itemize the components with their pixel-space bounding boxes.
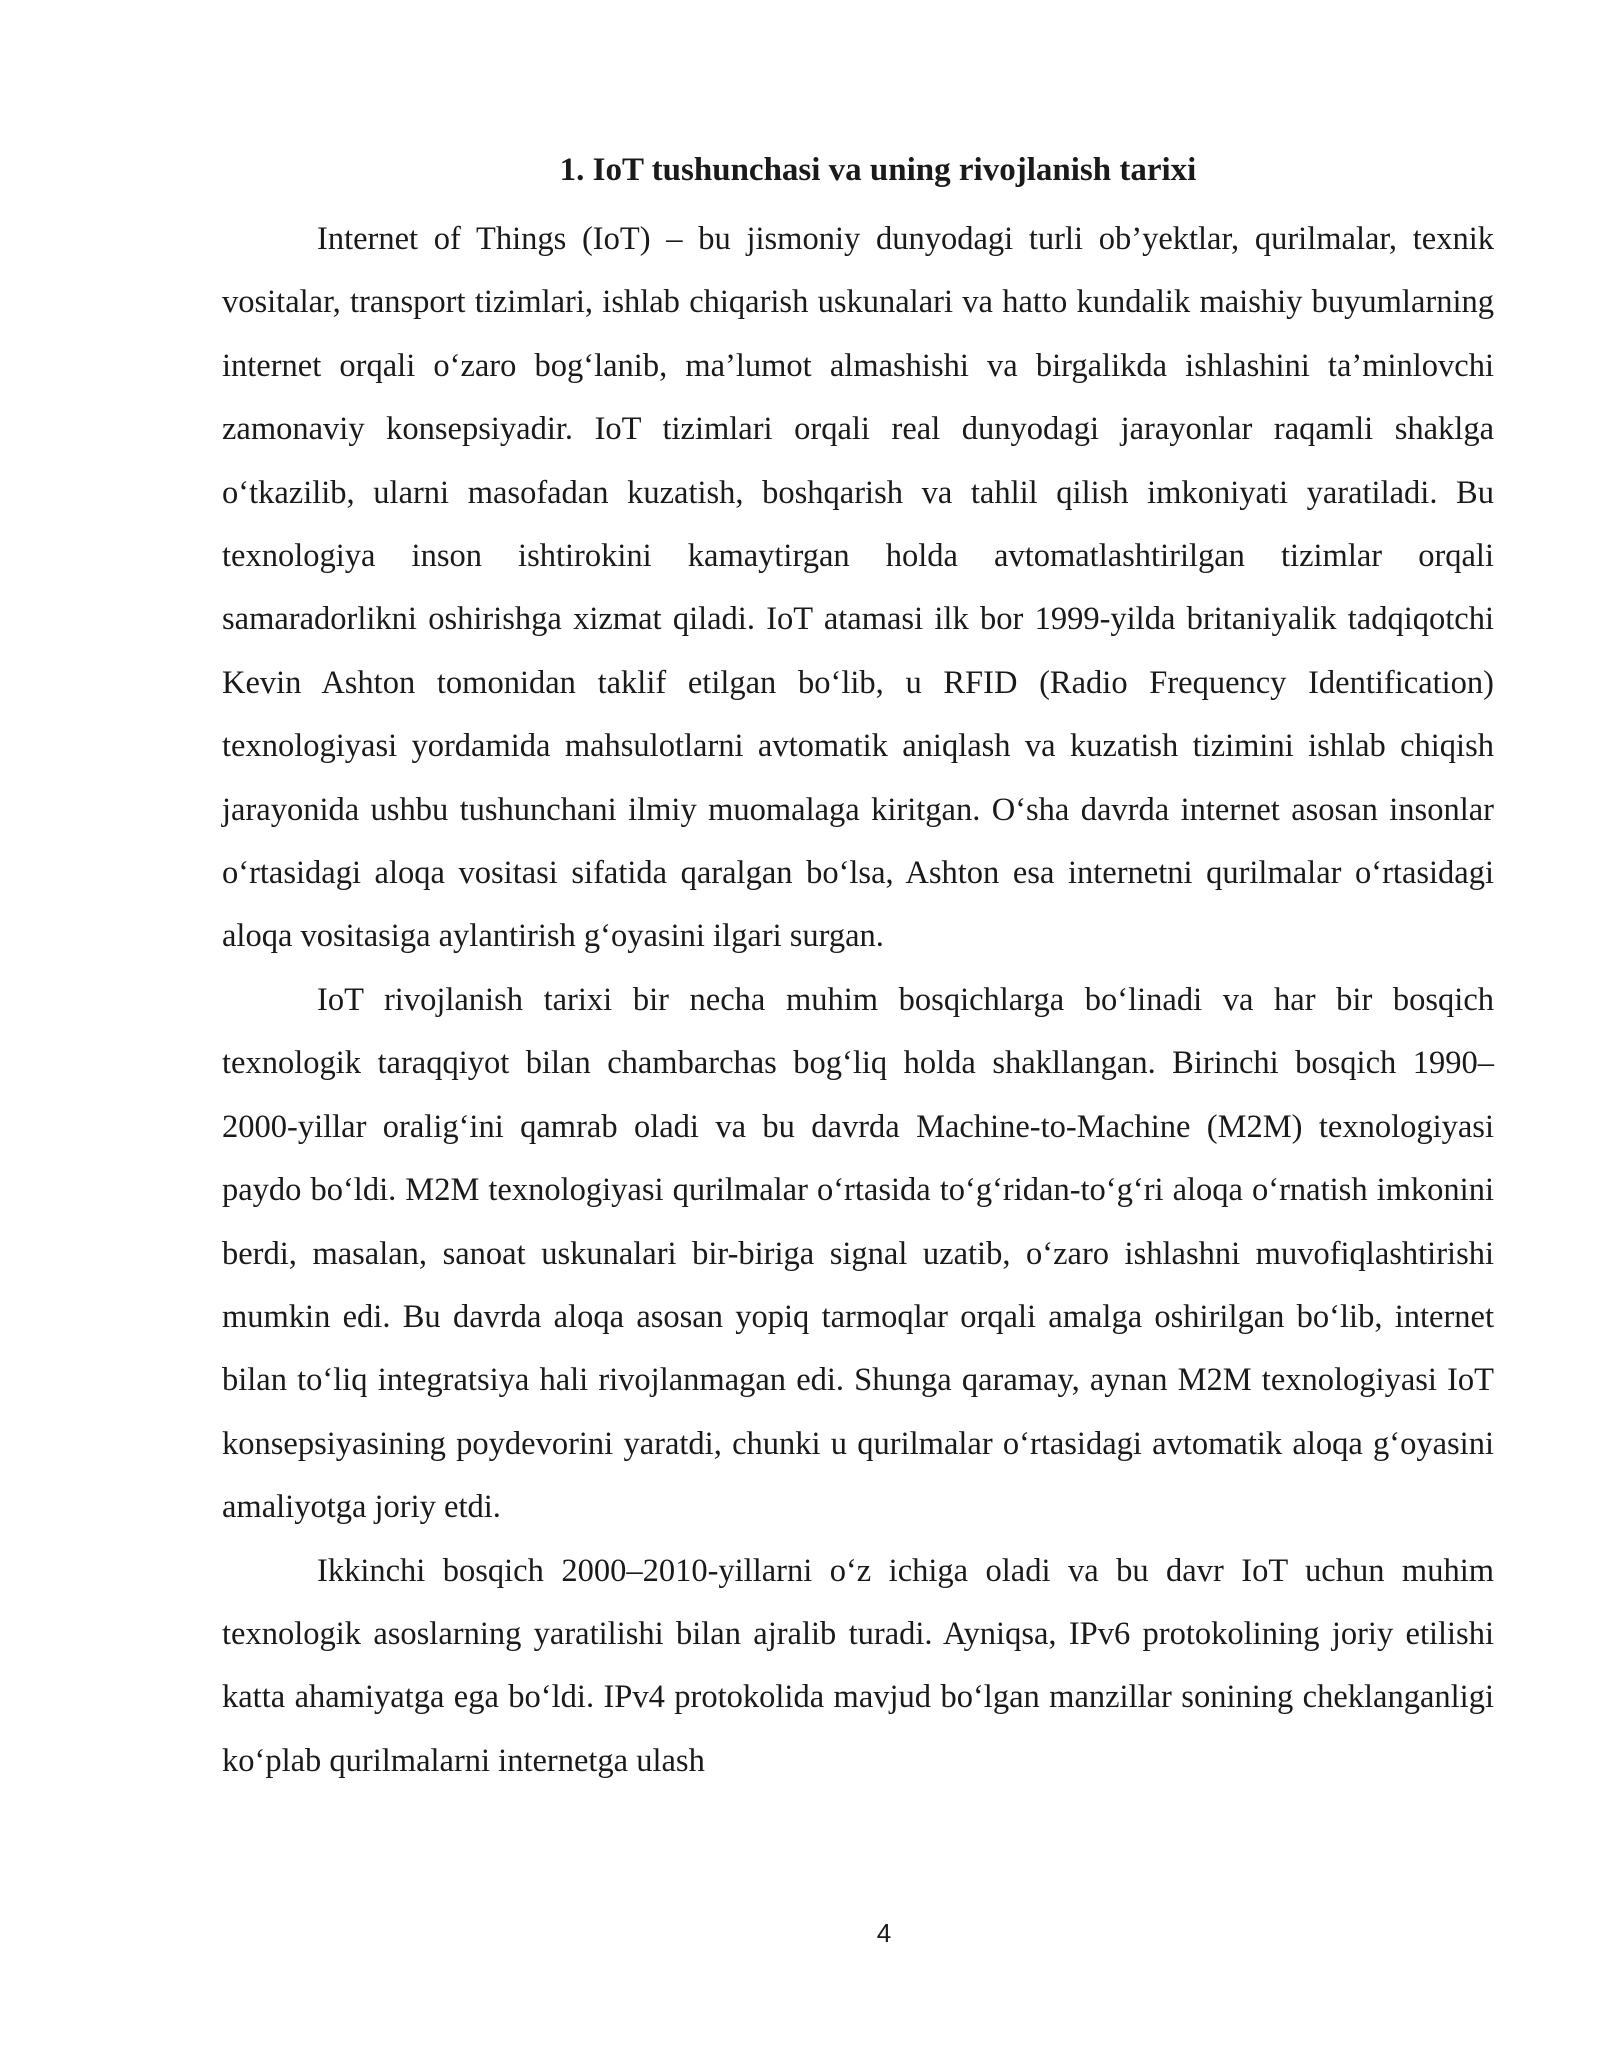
body-text — [222, 208, 1494, 1793]
paragraph-2: IoT rivojlanish tarixi bir necha muhim bosqichlarga bo‘linadi va har bir bosqich texnologik taraqqiyot bilan chambarchas bog‘liq holda shakllangan. Birinchi bosqich 1990–2000-yillar oralig‘ini qamrab oladi va bu davrda Machine-to-Machine (M2M) texnologiyasi paydo bo‘ldi. M2M texnologiyasi qurilmalar o‘rtasida to‘g‘ridan-to‘g‘ri aloqa o‘rnatish imkonini berdi, masalan, sanoat uskunalari bir-biriga signal uzatib, o‘zaro ishlashni muvofiqlashtirishi mumkin edi. Bu davrda aloqa asosan yopiq tarmoqlar orqali amalga oshirilgan bo‘lib, internet bilan to‘liq integratsiya hali rivojlanmagan edi. Shunga qaramay, aynan M2M texnologiyasi IoT konsepsiyasining poydevorini yaratdi, chunki u qurilmalar o‘rtasidagi avtomatik aloqa g‘oyasini amaliyotga joriy etdi. — [222, 981, 1494, 1526]
paragraph-3: Ikkinchi bosqich 2000–2010-yillarni o‘z ichiga oladi va bu davr IoT uchun muhim texnologik asoslarning yaratilishi bilan ajralib turadi. Ayniqsa, IPv6 protokolining joriy etilishi katta ahamiyatga ega bo‘ldi. IPv4 protokolida mavjud bo‘lgan manzillar sonining cheklanganligi ko‘plab qurilmalarni internetga ulash — [222, 1552, 1494, 1779]
section-heading: 1. IoT tushunchasi va uning rivojlanish tarixi — [559, 152, 1197, 188]
page-number: 4 — [876, 1918, 892, 1948]
paragraph-1: Internet of Things (IoT) – bu jismoniy dunyodagi turli ob’yektlar, qurilmalar, texnik vositalar, transport tizimlari, ishlab chiqarish uskunalari va hatto kundalik maishiy buyumlarning internet orqali o‘zaro bog‘lanib, ma’lumot almashishi va birgalikda ishlashini ta’minlovchi zamonaviy konsepsiyadir. IoT tizimlari orqali real dunyodagi jarayonlar raqamli shaklga o‘tkazilib, ularni masofadan kuzatish, boshqarish va tahlil qilish imkoniyati yaratiladi. Bu texnologiya inson ishtirokini kamaytirgan holda avtomatlashtirilgan tizimlar orqali samaradorlikni oshirishga xizmat qiladi. IoT atamasi ilk bor 1999-yilda britaniyalik tadqiqotchi Kevin Ashton tomonidan taklif etilgan bo‘lib, u RFID (Radio Frequency Identification) texnologiyasi yordamida mahsulotlarni avtomatik aniqlash va kuzatish tizimini ishlab chiqish jarayonida ushbu tushunchani ilmiy muomalaga kiritgan. O‘sha davrda internet asosan insonlar o‘rtasidagi aloqa vositasi sifatida qaralgan bo‘lsa, Ashton esa internetni qurilmalar o‘rtasidagi aloqa vositasiga aylantirish g‘oyasini ilgari surgan. — [222, 221, 1494, 955]
document-page — [222, 0, 1494, 2070]
